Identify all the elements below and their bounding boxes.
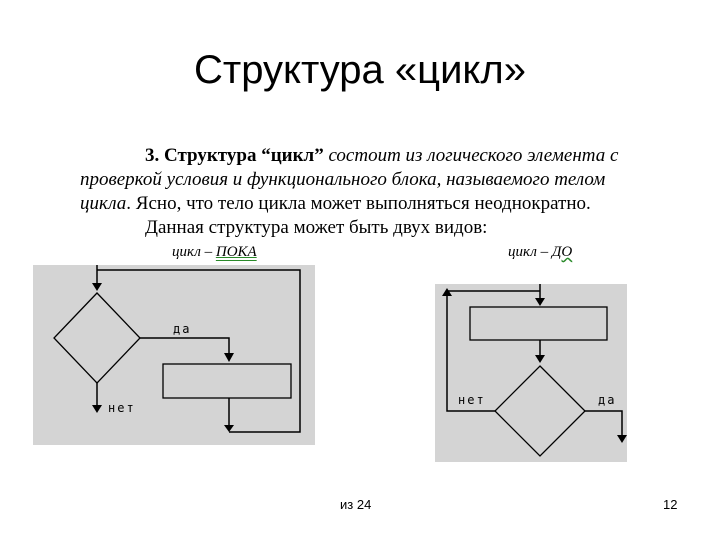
variant-while-prefix: цикл – <box>172 244 216 260</box>
do-loop-diagram <box>435 284 627 462</box>
while-loop-diagram <box>33 265 315 445</box>
do-yes-label: да <box>598 393 617 407</box>
term-bold: Структура “цикл” <box>164 145 324 166</box>
item-number: 3. <box>145 145 160 166</box>
definition-italic-1: состоит из логического элемента с <box>323 145 619 166</box>
while-panel <box>33 265 315 445</box>
while-yes-label: да <box>173 322 192 336</box>
slide-title: Структура «цикл» <box>194 48 526 92</box>
while-no-label: нет <box>108 401 136 415</box>
definition-italic-3: цикла <box>80 193 127 214</box>
paragraph-line-3-rest: . Ясно, что тело цикла может выполняться неоднократно. <box>126 193 591 214</box>
while-body-block <box>163 364 291 398</box>
paragraph-line-4: Данная структура может быть двух видов: <box>145 217 488 238</box>
variant-while-name: ПОКА <box>215 244 257 260</box>
variant-do-prefix: цикл – <box>508 244 552 260</box>
variant-do-name: ДО <box>551 244 573 260</box>
do-no-label: нет <box>458 393 486 407</box>
do-body-block <box>470 307 607 340</box>
definition-italic-2: проверкой условия и функционального блока, называемого телом <box>80 169 606 190</box>
page-number: 12 <box>663 497 678 512</box>
page-of-total: из 24 <box>340 497 372 512</box>
